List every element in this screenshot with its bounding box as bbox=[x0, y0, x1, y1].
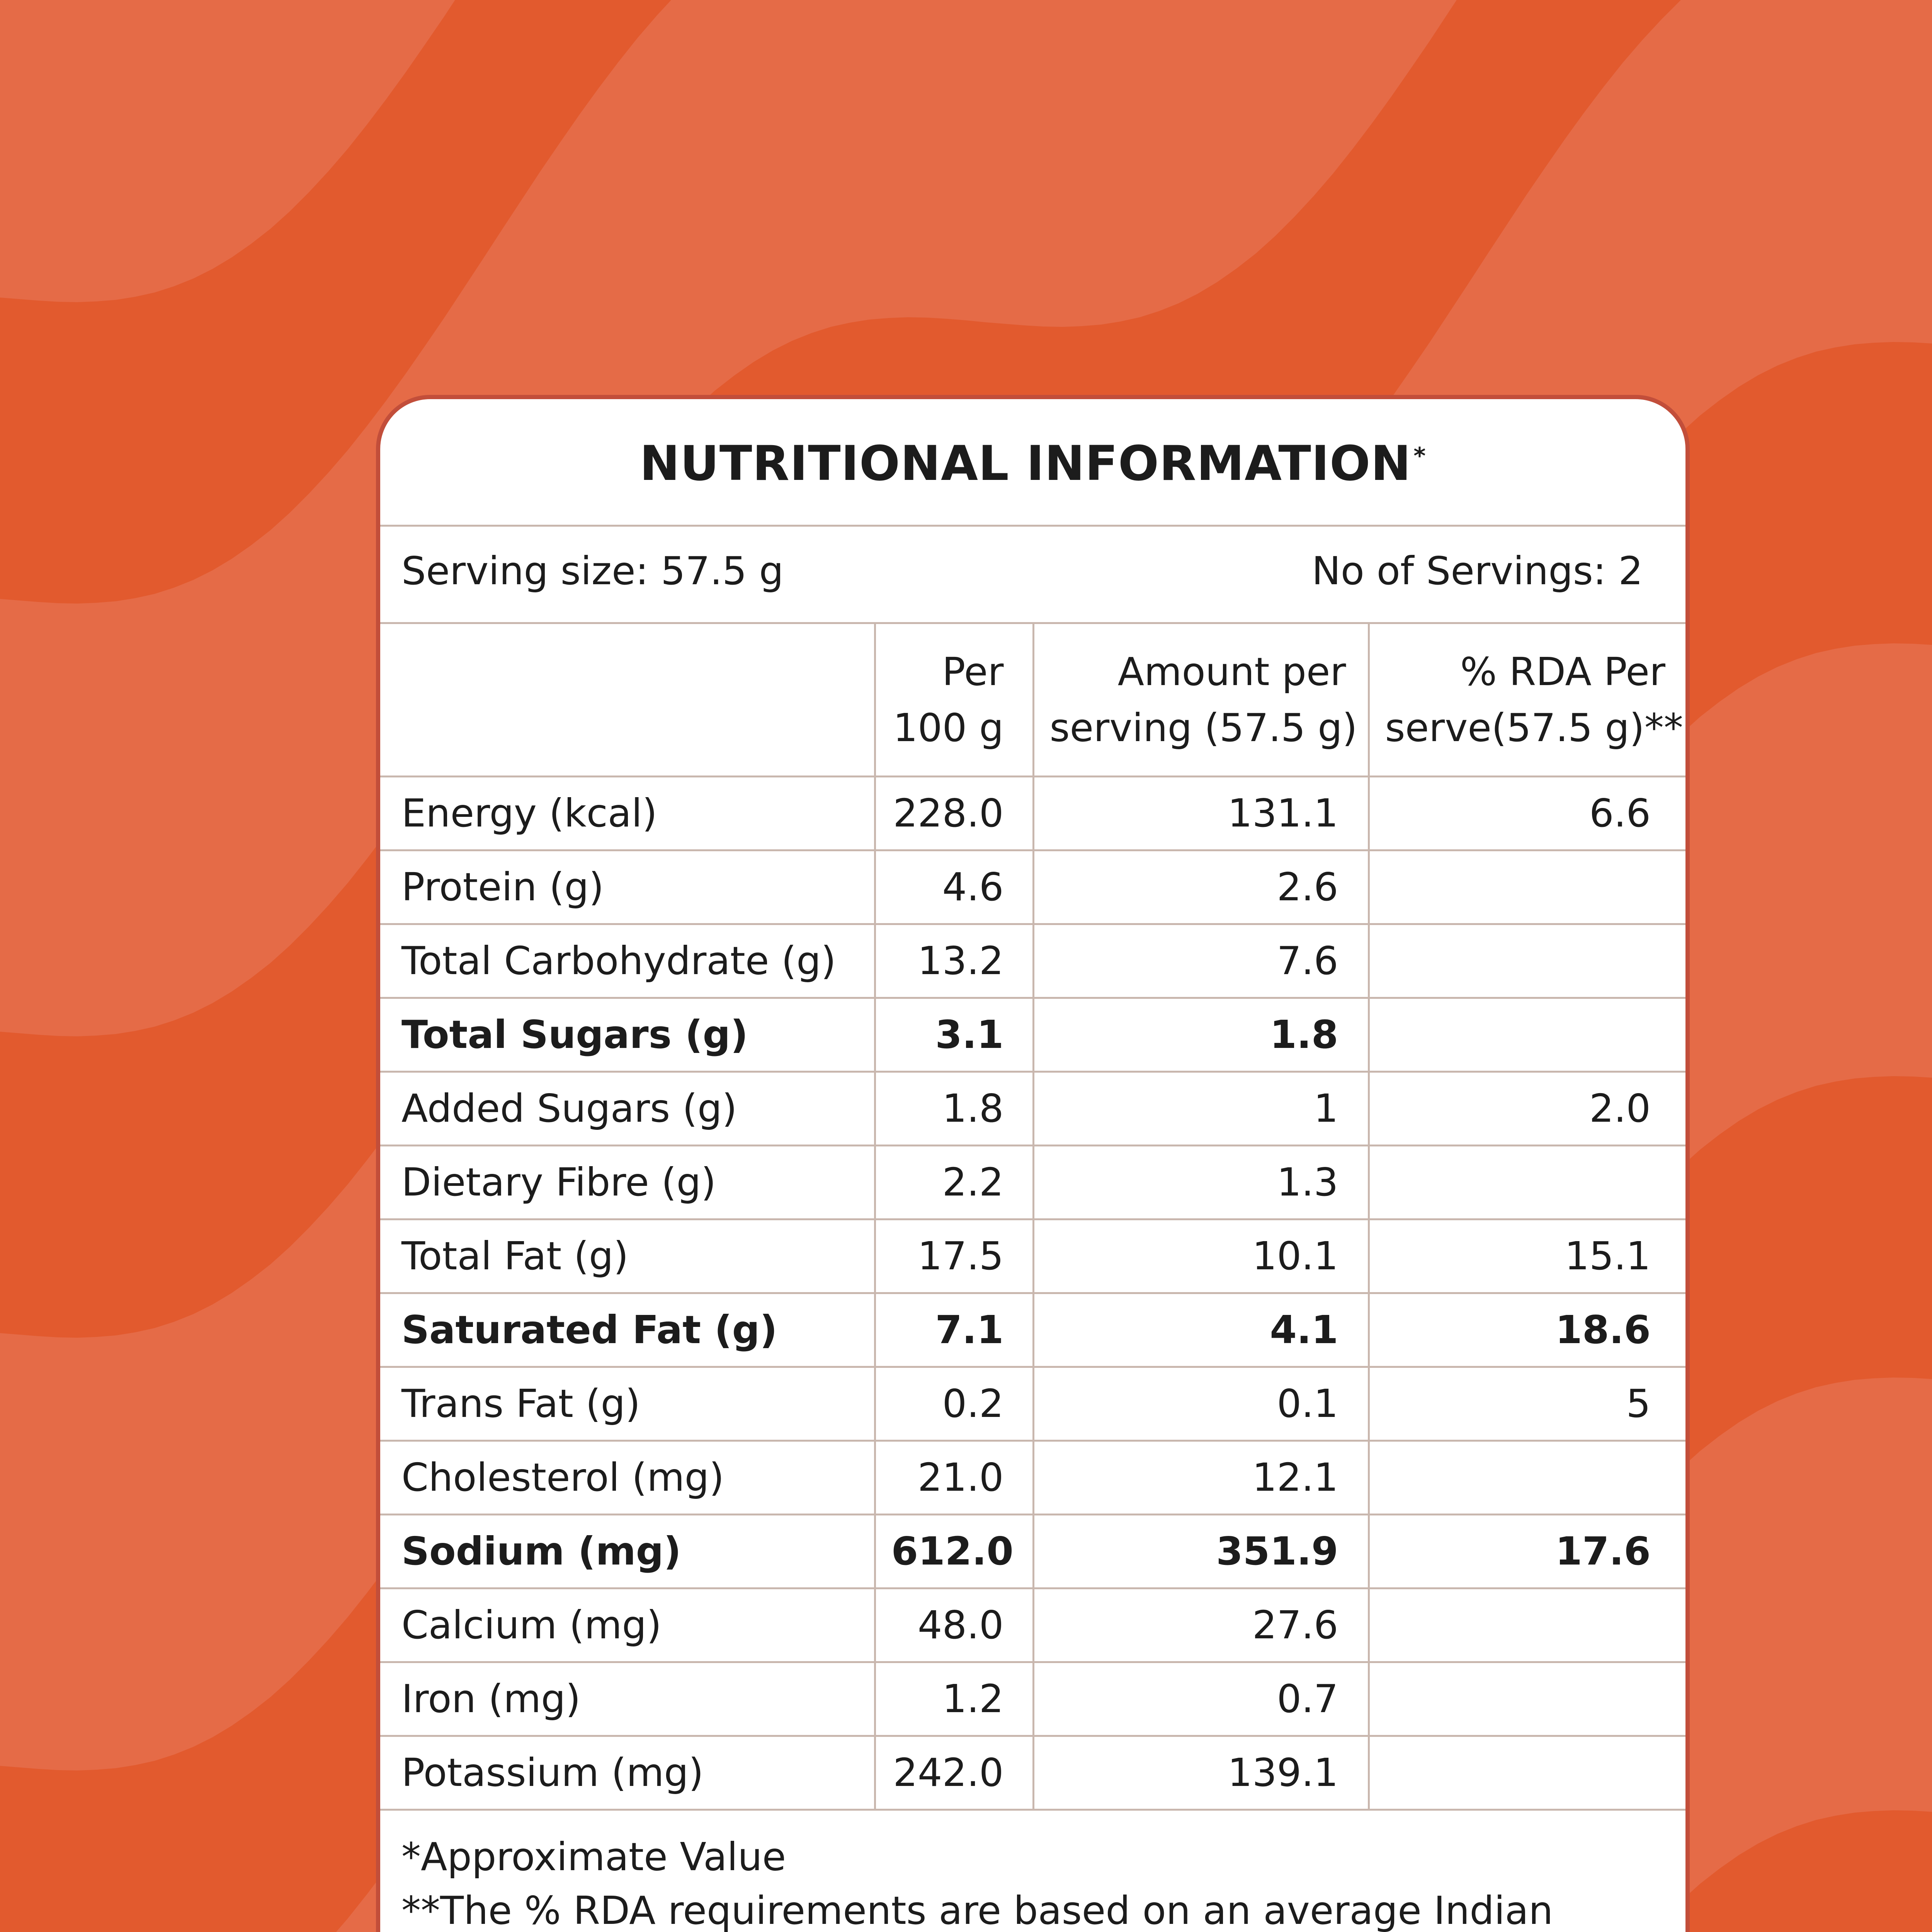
table-row bbox=[380, 1588, 1685, 1662]
value-per-serving: 7.6 bbox=[1033, 924, 1369, 998]
nutrient-name: Protein (g) bbox=[380, 850, 875, 924]
table-row bbox=[380, 1367, 1685, 1440]
nutrient-name: Cholesterol (mg) bbox=[380, 1440, 875, 1514]
value-per-100g: 3.1 bbox=[875, 998, 1033, 1071]
value-rda: 6.6 bbox=[1369, 776, 1685, 850]
value-per-serving: 10.1 bbox=[1033, 1219, 1369, 1293]
nutrient-name: Added Sugars (g) bbox=[380, 1071, 875, 1145]
value-per-serving: 0.1 bbox=[1033, 1367, 1369, 1440]
nutrition-table bbox=[380, 624, 1685, 1811]
value-per-serving: 131.1 bbox=[1033, 776, 1369, 850]
title-asterisk: * bbox=[1413, 442, 1426, 469]
nutrient-name: Total Sugars (g) bbox=[380, 998, 875, 1071]
value-per-100g: 242.0 bbox=[875, 1736, 1033, 1810]
value-per-100g: 17.5 bbox=[875, 1219, 1033, 1293]
nutrient-name: Total Fat (g) bbox=[380, 1219, 875, 1293]
value-per-100g: 4.6 bbox=[875, 850, 1033, 924]
value-per-100g: 2.2 bbox=[875, 1145, 1033, 1219]
value-per-100g: 21.0 bbox=[875, 1440, 1033, 1514]
nutrient-name: Total Carbohydrate (g) bbox=[380, 924, 875, 998]
value-per-serving: 4.1 bbox=[1033, 1293, 1369, 1367]
value-per-100g: 13.2 bbox=[875, 924, 1033, 998]
value-rda bbox=[1369, 1588, 1685, 1662]
value-rda bbox=[1369, 1736, 1685, 1810]
nutrition-card bbox=[376, 395, 1690, 1932]
header-rda-line1: % RDA Per bbox=[1460, 649, 1665, 694]
header-per-serving-line2: serving (57.5 g) bbox=[1049, 705, 1357, 750]
table-row bbox=[380, 1662, 1685, 1736]
panel-title bbox=[380, 399, 1685, 527]
value-per-100g: 0.2 bbox=[875, 1367, 1033, 1440]
header-nutrient bbox=[380, 624, 875, 776]
header-rda-line2: serve(57.5 g)** bbox=[1385, 705, 1683, 750]
header-rda bbox=[1369, 624, 1685, 776]
value-per-100g: 1.8 bbox=[875, 1071, 1033, 1145]
nutrient-name: Energy (kcal) bbox=[380, 776, 875, 850]
nutrient-name: Potassium (mg) bbox=[380, 1736, 875, 1810]
header-per-100g-line2: 100 g bbox=[893, 705, 1004, 750]
table-row bbox=[380, 1071, 1685, 1145]
table-row bbox=[380, 1145, 1685, 1219]
value-per-serving: 2.6 bbox=[1033, 850, 1369, 924]
value-rda bbox=[1369, 1440, 1685, 1514]
value-rda: 5 bbox=[1369, 1367, 1685, 1440]
nutrient-name: Dietary Fibre (g) bbox=[380, 1145, 875, 1219]
value-per-serving: 27.6 bbox=[1033, 1588, 1369, 1662]
value-per-serving: 1.8 bbox=[1033, 998, 1369, 1071]
table-row bbox=[380, 998, 1685, 1071]
panel-title-text: NUTRITIONAL INFORMATION bbox=[639, 436, 1412, 492]
servings-count: No of Servings: 2 bbox=[1311, 548, 1643, 594]
value-per-serving: 351.9 bbox=[1033, 1514, 1369, 1588]
table-header-row bbox=[380, 624, 1685, 776]
table-row bbox=[380, 850, 1685, 924]
value-rda bbox=[1369, 1145, 1685, 1219]
header-per-serving bbox=[1033, 624, 1369, 776]
serving-size: Serving size: 57.5 g bbox=[401, 548, 784, 594]
value-per-100g: 612.0 bbox=[875, 1514, 1033, 1588]
header-per-serving-line1: Amount per bbox=[1117, 649, 1346, 694]
value-per-serving: 0.7 bbox=[1033, 1662, 1369, 1736]
serving-info bbox=[380, 527, 1685, 624]
value-rda: 17.6 bbox=[1369, 1514, 1685, 1588]
value-rda: 2.0 bbox=[1369, 1071, 1685, 1145]
value-per-serving: 1.3 bbox=[1033, 1145, 1369, 1219]
table-row bbox=[380, 1293, 1685, 1367]
value-per-100g: 228.0 bbox=[875, 776, 1033, 850]
table-row bbox=[380, 924, 1685, 998]
table-row bbox=[380, 1219, 1685, 1293]
footnote-rda: **The % RDA requirements are based on an average Indian bbox=[401, 1888, 1553, 1932]
nutrient-name: Iron (mg) bbox=[380, 1662, 875, 1736]
value-per-100g: 7.1 bbox=[875, 1293, 1033, 1367]
value-rda: 15.1 bbox=[1369, 1219, 1685, 1293]
table-row bbox=[380, 1440, 1685, 1514]
value-rda: 18.6 bbox=[1369, 1293, 1685, 1367]
footnotes bbox=[380, 1811, 1685, 1932]
header-per-100g-line1: Per bbox=[942, 649, 1004, 694]
header-per-100g bbox=[875, 624, 1033, 776]
table-row bbox=[380, 1514, 1685, 1588]
value-per-serving: 12.1 bbox=[1033, 1440, 1369, 1514]
table-row bbox=[380, 1736, 1685, 1810]
footnote-approximate: *Approximate Value bbox=[401, 1834, 786, 1879]
nutrient-name: Trans Fat (g) bbox=[380, 1367, 875, 1440]
value-per-100g: 1.2 bbox=[875, 1662, 1033, 1736]
value-rda bbox=[1369, 998, 1685, 1071]
value-rda bbox=[1369, 850, 1685, 924]
value-rda bbox=[1369, 924, 1685, 998]
nutrient-name: Saturated Fat (g) bbox=[380, 1293, 875, 1367]
value-per-100g: 48.0 bbox=[875, 1588, 1033, 1662]
value-per-serving: 139.1 bbox=[1033, 1736, 1369, 1810]
nutrient-name: Calcium (mg) bbox=[380, 1588, 875, 1662]
value-per-serving: 1 bbox=[1033, 1071, 1369, 1145]
table-row bbox=[380, 776, 1685, 850]
value-rda bbox=[1369, 1662, 1685, 1736]
nutrient-name: Sodium (mg) bbox=[380, 1514, 875, 1588]
